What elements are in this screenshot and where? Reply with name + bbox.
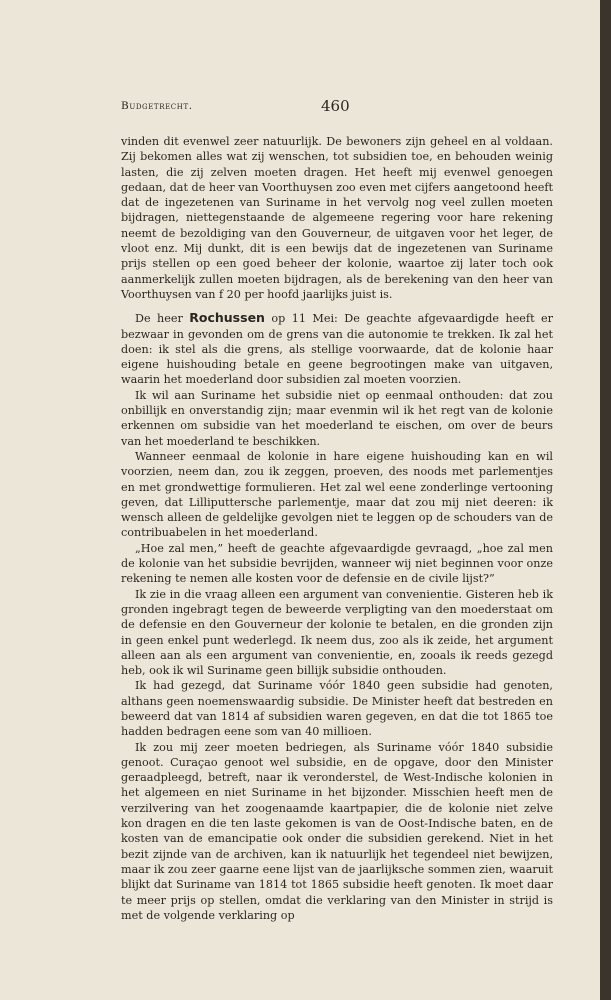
body-text — [121, 134, 553, 923]
speaker-intro: De heer — [135, 312, 183, 326]
paragraph: „Hoe zal men,” heeft de geachte afgevaardigde gevraagd, „hoe zal men de kolonie van het subsidie bevrijden, wanneer wij niet beginnen voor onze rekening te nemen alle kosten voor de defensie en de civile lijst?” — [121, 541, 553, 586]
page-header — [121, 97, 553, 120]
paragraph — [121, 310, 553, 387]
running-head: Budgetrecht. — [121, 100, 193, 112]
paragraph-text: op 11 Mei: De geachte afgevaardigde heeft er bezwaar in gevonden om de grens van die autonomie te trekken. Ik zal het doen: ik stel als die grens, als stellige voorwaarde, dat de kolonie haar eigene huishouding betale en geene begrootingen make van uitgaven, waarin het moederland door subsidien zal moeten voorzien. — [121, 312, 553, 387]
paragraph: Ik zie in die vraag alleen een argument van convenientie. Gisteren heb ik gronden ingebragt tegen de beweerde verpligting van den moederstaat om de defensie en den Gouverneur der kolonie te betalen, en die gronden zijn in geen enkel punt wederlegd. Ik neem dus, zoo als ik zeide, het argument alleen aan als een argument van convenientie, en, zooals ik reeds gezegd heb, ook ik wil Suriname geen billijk subsidie onthouden. — [121, 587, 553, 678]
paragraph: Ik zou mij zeer moeten bedriegen, als Suriname vóór 1840 subsidie genoot. Curaçao genoot wel subsidie, en de opgave, door den Minister geraadpleegd, betreft, naar ik veronderstel, de West-Indische kolonien in het algemeen en niet Suriname in het bijzonder. Misschien heeft men de verzilvering van het zoogenaamde kaartpapier, die de kolonie niet zelve kon dragen en die ten laste gekomen is van de Oost-Indische baten, en de kosten van de emancipatie ook onder die subsidien gerekend. Niet in het bezit zijnde van de archiven, kan ik natuurlijk het tegendeel niet bewijzen, maar ik zou zeer gaarne eene lijst van de jaarlijksche sommen zien, waaruit blijkt dat Suriname van 1814 tot 1865 subsidie heeft genoten. Ik moet daar te meer prijs op stellen, omdat die verklaring van den Minister in strijd is met de volgende verklaring op — [121, 740, 553, 922]
speaker-name: Rochussen — [189, 310, 265, 326]
paragraph: Ik wil aan Suriname het subsidie niet op eenmaal onthouden: dat zou onbillijk en onverstandig zijn; maar evenmin wil ik het regt van de kolonie erkennen om subsidie van het moederland te eischen, om over de beurs van het moederland te beschikken. — [121, 388, 553, 448]
paragraph: vinden dit evenwel zeer natuurlijk. De bewoners zijn geheel en al voldaan. Zij bekomen alles wat zij wenschen, tot subsidien toe, en behouden weinig lasten, die zij zelven moeten dragen. Het heeft mij evenwel genoegen gedaan, dat de heer van Voorthuysen zoo even met cijfers aangetoond heeft dat de ingezetenen van Suriname in het vervolg nog veel zullen moeten bijdragen, niettegenstaande de algemeene regering voor hare rekening neemt de bezoldiging van den Gouverneur, de uitgaven voor het leger, de vloot enz. Mij dunkt, dit is een bewijs dat de ingezetenen van Suriname prijs stellen op een goed beheer der kolonie, waartoe zij later toch ook aanmerkelijk zullen moeten bijdragen, als de berekening van den heer van Voorthuysen van f 20 per hoofd jaarlijks juist is. — [121, 135, 553, 301]
paragraph: Wanneer eenmaal de kolonie in hare eigene huishouding kan en wil voorzien, neem dan, zou ik zeggen, proeven, des noods met parlementjes en met grondwettige formulieren. Het zal wel eene zonderlinge vertooning geven, dat Lilliputtersche parlementje, maar dat zou mij niet deeren: ik wensch alleen de geldelijke gevolgen niet te leggen op de schouders van de contribuabelen in het moederland. — [121, 449, 553, 540]
page-edge — [600, 0, 611, 1000]
page-number: 460 — [321, 97, 350, 115]
paragraph: Ik had gezegd, dat Suriname vóór 1840 geen subsidie had genoten, althans geen noemenswaardig subsidie. De Minister heeft dat bestreden en beweerd dat van 1814 af subsidien waren gegeven, en dat die tot 1865 toe hadden bedragen eene som van 40 millioen. — [121, 679, 553, 739]
